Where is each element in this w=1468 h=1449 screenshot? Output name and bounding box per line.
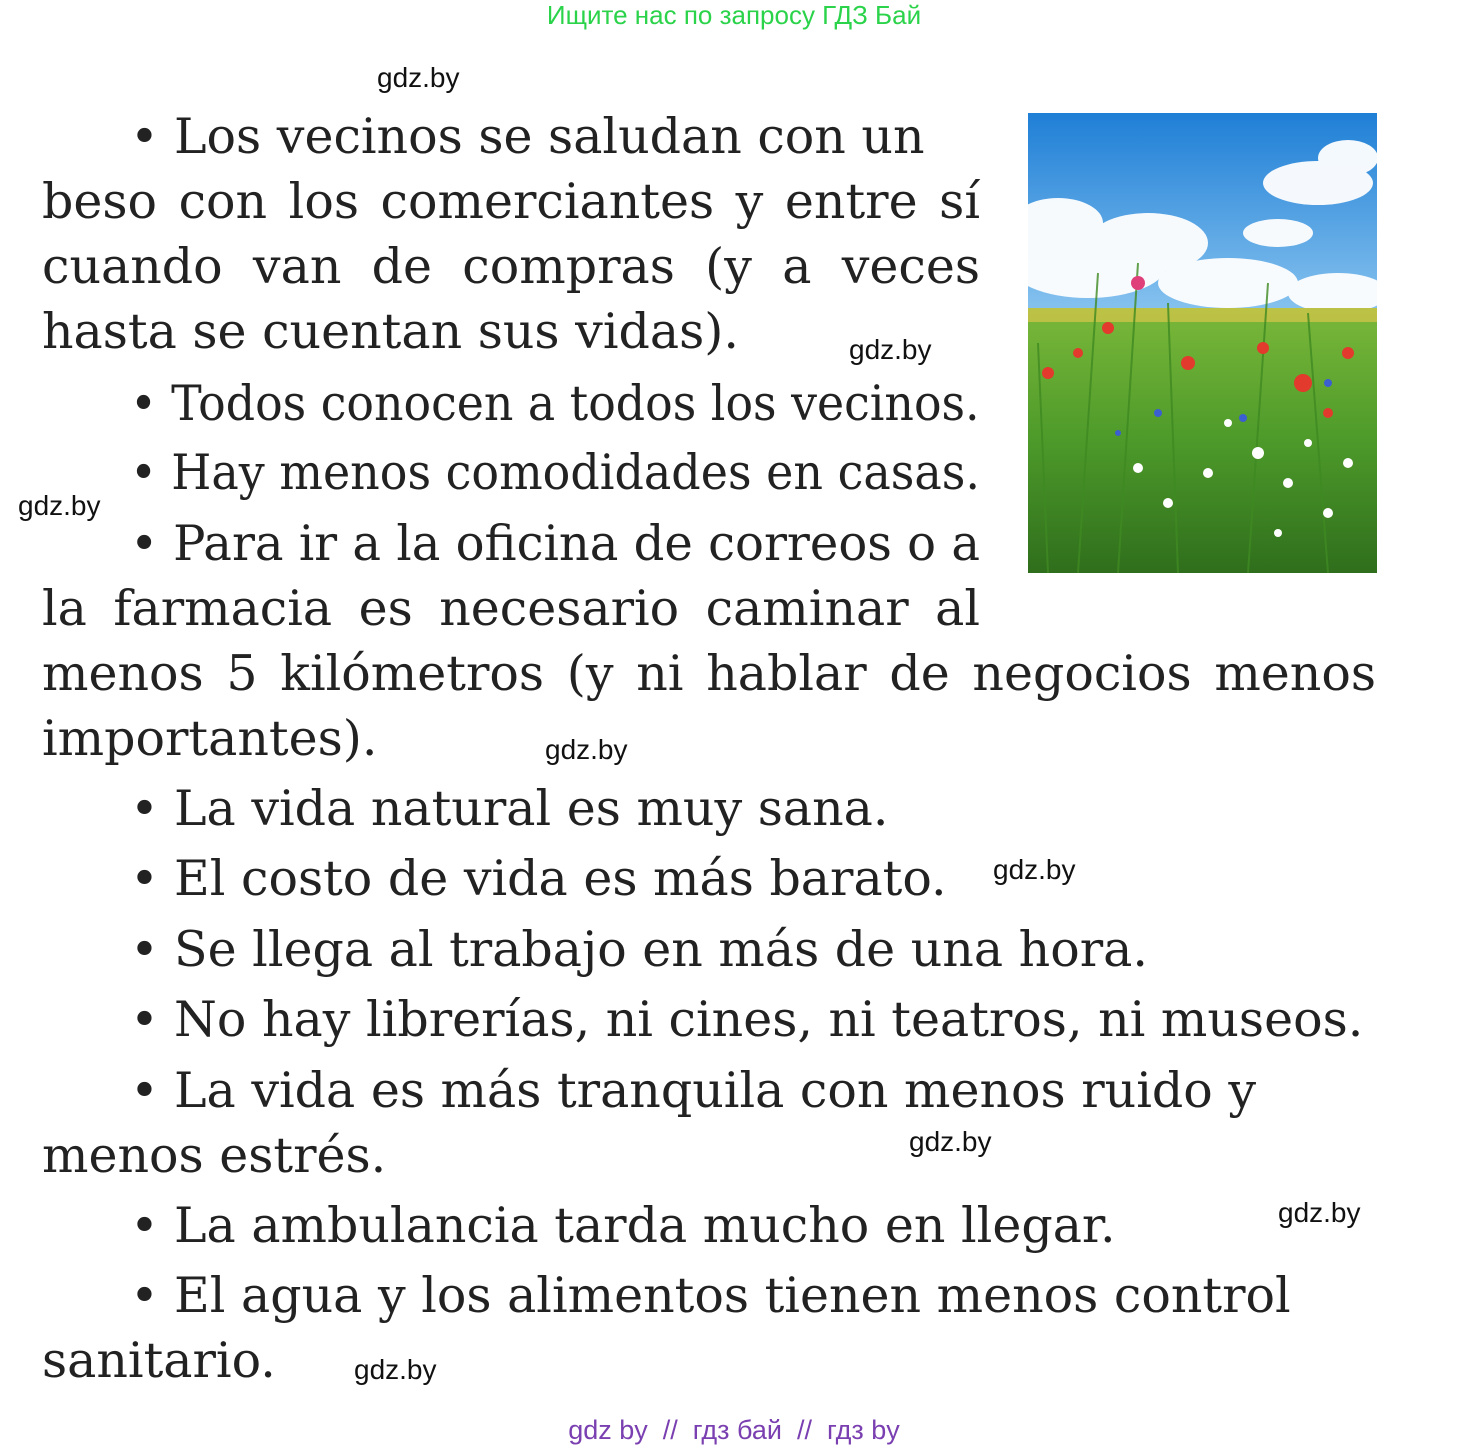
bullet-icon: •: [130, 991, 159, 1048]
text-line: El costo de vida es más barato.: [174, 850, 947, 907]
watermark: gdz.by: [354, 1354, 437, 1385]
top-banner: Ищите нас по запросу ГДЗ Бай: [546, 0, 922, 30]
bullet-icon: •: [130, 1267, 159, 1324]
bullet-icon: •: [130, 515, 159, 572]
text-line: El agua y los alimentos tienen menos control: [174, 1267, 1291, 1324]
watermark: gdz.by: [993, 854, 1076, 885]
bullet-icon: •: [130, 780, 159, 837]
text-line: cuando van de compras (y a veces: [42, 238, 980, 295]
bullet-icon: •: [130, 1197, 159, 1254]
text-line: Los vecinos se saludan con un: [174, 108, 925, 165]
text-line: menos estrés.: [42, 1127, 387, 1184]
text-line: Todos conocen a todos los vecinos.: [171, 375, 980, 432]
text-line: La vida natural es muy sana.: [174, 780, 889, 837]
text-line: Se llega al trabajo en más de una hora.: [174, 921, 1148, 978]
watermark: gdz.by: [545, 734, 628, 765]
watermark: gdz.by: [377, 62, 460, 93]
watermark: gdz.by: [909, 1126, 992, 1157]
bullet-icon: •: [130, 375, 158, 432]
bullet-icon: •: [130, 1062, 159, 1119]
text-line: La vida es más tranquila con menos ruido y: [174, 1062, 1256, 1119]
bullet-icon: •: [130, 850, 159, 907]
text-line: Hay menos comodidades en casas.: [171, 444, 980, 501]
footer-links: gdz by // гдз бай // гдз by: [568, 1415, 900, 1445]
watermark: gdz.by: [849, 334, 932, 365]
text-line: menos 5 kilómetros (y ni hablar de negocios menos: [42, 645, 1376, 702]
text-line: No hay librerías, ni cines, ni teatros, ni museos.: [174, 991, 1364, 1048]
meadow-photo: [1028, 113, 1377, 573]
text-line: hasta se cuentan sus vidas).: [42, 303, 739, 360]
bullet-icon: •: [130, 108, 159, 165]
text-line: beso con los comerciantes y entre sí: [42, 173, 980, 230]
bullet-icon: •: [130, 921, 159, 978]
watermark: gdz.by: [18, 490, 101, 521]
watermark: gdz.by: [1278, 1197, 1361, 1228]
text-line: La ambulancia tarda mucho en llegar.: [174, 1197, 1116, 1254]
text-line: importantes).: [42, 710, 378, 767]
text-line: la farmacia es necesario caminar al: [42, 580, 980, 637]
bullet-icon: •: [130, 444, 158, 501]
text-line: sanitario.: [42, 1332, 276, 1389]
text-line: Para ir a la oficina de correos o a: [173, 515, 980, 572]
